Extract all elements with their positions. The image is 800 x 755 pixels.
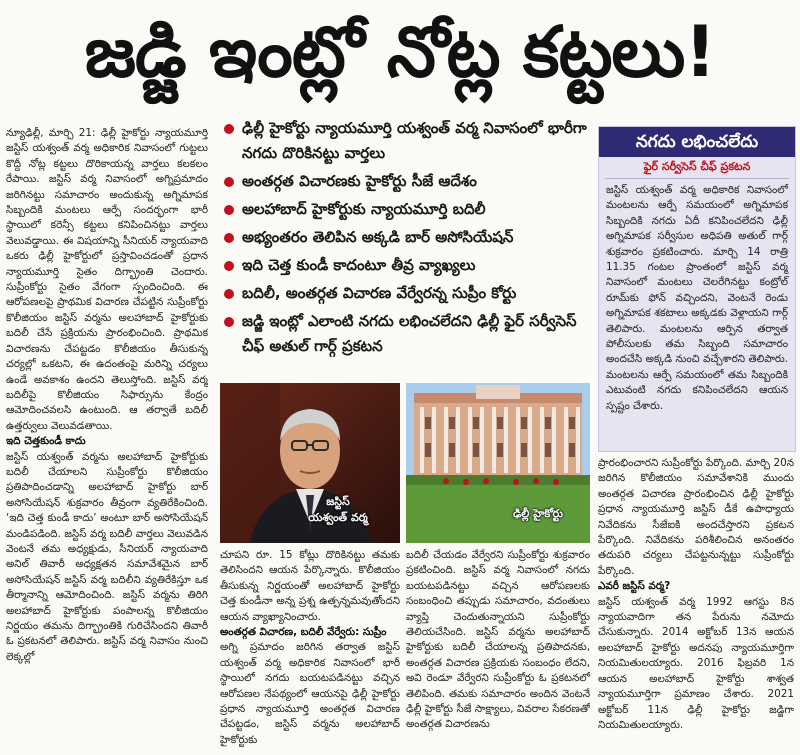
column-2	[220, 548, 400, 752]
headline: జడ్జి ఇంట్లో నోట్ల కట్టలు!	[84, 10, 716, 93]
column-1-subhead: ఇది చెత్తకుండీ కాదు	[6, 435, 86, 448]
bullet-dot-icon	[224, 233, 234, 243]
column-4-paragraph: ప్రారంభించారని సుప్రీంకోర్టు పేర్కొంది. మార్చి 20న జరిగిన కొలీజియం సమావేశానికి ముందు అంతర్గత విచారణ ప్రారంభించిన ఢిల్లీ హైకోర్టు ప్రధాన న్యాయమూర్తి జస్టిస్ డీకే ఉపాధ్యాయ నివేదికను సీజేఐకి అందచేస్తారని ప్రకటన పేర్కొంది. నివేదికను పరిశీలించిన అనంతరం తదుపరి చర్యలు చేపట్టనున్నట్టు సుప్రీంకోర్టు పేర్కొంది.	[598, 457, 794, 577]
court-photo	[406, 383, 590, 543]
highlight-text: ఢిల్లీ హైకోర్టు న్యాయమూర్తి యశ్వంత్ వర్మ నివాసంలో భారీగా నగదు దొరికినట్టు వార్తలు	[242, 119, 587, 162]
column-1	[6, 126, 208, 752]
highlight-item	[220, 197, 590, 222]
highlight-text: అంతర్గత విచారణకు హైకోర్టు సీజే ఆదేశం	[242, 172, 477, 190]
bullet-dot-icon	[224, 261, 234, 271]
judge-caption-line-2: యశ్వంత్ వర్మ	[308, 511, 368, 524]
highlight-text: ఇది చెత్త కుండీ కాదంటూ తీవ్ర వ్యాఖ్యలు	[242, 256, 476, 274]
bullet-dot-icon	[224, 124, 234, 134]
column-1-paragraph: న్యూఢిల్లీ, మార్చి 21: ఢిల్లీ హైకోర్టు న్యాయమూర్తి జస్టిస్ యశ్వంత్ వర్మ అధికారిక నివాసంలో గుట్టలు కొద్దీ నోట్ల కట్టలు దొరికాయన్న వార్తలు కలకలం రేపాయి. జస్టిస్ వర్మ నివాసంలో అగ్నిప్రమాదం జరిగినట్టు సమాచారం అందుకున్న అగ్నిమాపక సిబ్బందికి మంటలు ఆర్పే సందర్భంగా భారీ స్థాయిలో కరెన్సీ కట్టలు కనిపించినట్టు వార్తలు వెలువడ్డాయి. ఈ విషయాన్ని సీనియర్ న్యాయవాది ఒకరు ఢిల్లీ హైకోర్టులో ప్రస్తావించడంతో ప్రధాన న్యాయమూర్తి సైతం దిగ్భ్రాంతి చెందారు. సుప్రీంకోర్టు సైతం వేగంగా స్పందించింది. ఈ ఆరోపణలపై ప్రాథమిక విచారణ చేపట్టిన సుప్రీంకోర్టు కొలీజియం జస్టిస్ వర్మను అలహాబాద్ హైకోర్టుకు బదిలీ చేసే ప్రక్రియను ప్రారంభించింది. ప్రాథమిక విచారణను చేపట్టడం కొలీజియం తీసుకున్న చర్యల్లో ఒకటని, ఈ ఉదంతంపై మరిన్ని చర్యలు ఉండే అవకాశం ఉందని తెలుస్తోంది. జస్టిస్ వర్మ బదిలీపై కొలీజియం సిఫార్సును కేంద్రం ఆమోదించవలసి ఉంటుంది. ఆ తర్వాతే బదిలీ ఉత్తర్వులు వెలువడతాయి.	[6, 127, 208, 432]
bullet-dot-icon	[224, 205, 234, 215]
column-3	[406, 548, 590, 752]
court-photo-caption: ఢిల్లీ హైకోర్టు	[513, 507, 563, 520]
sidebar-box-subtitle: ఫైర్ సర్వీసెస్ చీఫ్ ప్రకటన	[605, 157, 789, 179]
column-4-subhead: ఎవరీ జస్టిస్ వర్మ?	[598, 580, 671, 593]
sidebar-box	[598, 126, 796, 452]
judge-caption-line-1: జస్టిస్	[326, 495, 350, 508]
column-1-paragraph-2: జస్టిస్ యశ్వంత్ వర్మను అలహాబాద్ హైకోర్టుకు బదిలీ చేయాలని సుప్రీంకోర్టు కొలీజియం ప్రతిపాదించడాన్ని అలహాబాద్ హైకోర్టు బార్ అసోసియేషన్ శుక్రవారం తీవ్రంగా వ్యతిరేకించింది. ‘ఇది చెత్త కుండీ కాదు’ అంటూ బార్ అసోసియేషన్ మండిపడింది. జస్టిస్ వర్మ బదిలీ వార్తలు వెలువడిన వెంటనే తమ అధ్యక్షుడు, సీనియర్ న్యాయవాది అనిల్ తివారీ అధ్యక్షతన సమావేశమైన బార్ అసోసియేషన్ జస్టిస్ వర్మ బదిలీని వ్యతిరేకిస్తూ ఒక తీర్మానాన్ని ఆమోదించింది. జస్టిస్ వర్మను తిరిగి అలహాబాద్ హైకోర్టుకు పంపాలన్న కొలీజియం నిర్ణయం తమను దిగ్భ్రాంతికి గురిచేసిందని తివారీ ఓ ప్రకటనలో తెలిపారు. జస్టిస్ వర్మ నివాసం నుంచి లెక్కల్లో	[6, 450, 208, 663]
column-3-paragraph: బదిలీ చేయడం వేర్వేరని సుప్రీంకోర్టు శుక్రవారం ప్రకటించింది. జస్టిస్ వర్మ నివాసంలో నగదు బయటపడినట్టు వచ్చిన ఆరోపణలకు సంబంధించి తప్పుడు సమాచారం, వదంతులు వ్యాప్తి చెందుతున్నాయని సుప్రీంకోర్టు తెలియచేసింది. జస్టిస్ వర్మను అలహాబాద్ హైకోర్టుకు బదిలీ చేయాలన్న ప్రతిపాదనకు, అంతర్గత విచారణ ప్రక్రియకు సంబంధం లేదని, అవి రెండూ వేర్వేరని సుప్రీంకోర్టు ఓ ప్రకటనలో తెలిపింది. తమకు సమాచారం అందిన వెంటనే ఢిల్లీ హైకోర్టు సీజే సాక్ష్యాలు, వివరాల సేకరణతో అంతర్గత విచారణను	[406, 549, 590, 731]
highlight-item	[220, 116, 590, 166]
column-2-subhead: అంతర్గత విచారణ, బదిలీ వేర్వేరు: సుప్రీం	[220, 626, 387, 639]
highlight-item	[220, 253, 590, 278]
bullet-dot-icon	[224, 317, 234, 327]
highlight-item	[220, 281, 590, 306]
column-4-paragraph-2: జస్టిస్ యశ్వంత్ వర్మ 1992 ఆగస్టు 8న న్యాయవాదిగా తన పేరును నమోదు చేసుకున్నారు. 2014 అక్టోబర్ 13న ఆయన అలహాబాద్ హైకోర్టు అదనపు న్యాయమూర్తిగా నియమితులయ్యారు. 2016 ఫిబ్రవరి 1న ఆయన అలహాబాద్ హైకోర్టు శాశ్వత న్యాయమూర్తిగా ప్రమాణం చేశారు. 2021 అక్టోబర్ 11న ఢిల్లీ హైకోర్టు జడ్జిగా నియమితులయ్యారు.	[598, 595, 794, 731]
column-4	[598, 456, 794, 752]
highlight-item	[220, 309, 590, 359]
highlight-item	[220, 169, 590, 194]
highlights-list	[220, 116, 590, 378]
column-2-paragraph-2: అగ్ని ప్రమాదం జరిగిన తర్వాత జస్టిస్ యశ్వంత్ వర్మ అధికారిక నివాసంలో భారీ స్థాయిలో నగదు బయటపడినట్టు వచ్చిన ఆరోపణల నేపథ్యంలో ఆయనపై ఢిల్లీ హైకోర్టు ప్రధాన న్యాయమూర్తి అంతర్గత విచారణ చేపట్టడం, జస్టిస్ వర్మను అలహాబాద్ హైకోర్టుకు	[220, 641, 400, 746]
column-2-paragraph: చూపని రూ. 15 కోట్లు దొరికినట్టు తమకు తెలిసిందని ఆయన పేర్కొన్నారు. కొలీజియం తీసుకున్న నిర్ణయంతో అలహాబాద్ హైకోర్టు చెత్త కుండీనా అన్న ప్రశ్న ఉత్పన్నమవుతోందని ఆయన వ్యాఖ్యానించారు.	[220, 549, 400, 623]
sidebar-box-title: నగదు లభించలేదు	[599, 127, 795, 157]
bullet-dot-icon	[224, 289, 234, 299]
bullet-dot-icon	[224, 177, 234, 187]
highlight-text: అభ్యంతరం తెలిపిన అక్కడి బార్ అసోసియేషన్	[242, 228, 514, 246]
judge-photo	[220, 383, 400, 543]
highlight-item	[220, 225, 590, 250]
highlight-text: అలహాబాద్ హైకోర్టుకు న్యాయమూర్తి బదిలీ	[242, 200, 486, 218]
judge-photo-caption	[278, 495, 398, 527]
highlight-text: జడ్జి ఇంట్లో ఎలాంటి నగదు లభించలేదని ఢిల్లీ ఫైర్ సర్వీసెస్ చీఫ్ అతుల్ గార్గ్ ప్రకటన	[242, 312, 577, 355]
highlight-text: బదిలీ, అంతర్గత విచారణ వేర్వేరన్న సుప్రీం కోర్టు	[242, 284, 517, 302]
sidebar-box-body: జస్టిస్ యశ్వంత్ వర్మ అధికారిక నివాసంలో మంటలను ఆర్పే సమయంలో అగ్నిమాపక సిబ్బందికి నగదు ఏదీ కనిపించలేదని ఢిల్లీ అగ్నిమాపక సర్వీసుల అధిపతి అతుల్ గార్గ్ శుక్రవారం ప్రకటించారు. మార్చి 14 రాత్రి 11.35 గంటల ప్రాంతంలో జస్టిస్ వర్మ నివాసంలో మంటలు చెలరేగినట్టు కంట్రోల్ రూమ్‌కు ఫోన్ వచ్చిందని, వెంటనే రెండు అగ్నిమాపక శకటాలు అక్కడకు వెళ్లాయని గార్గ్ తెలిపారు. మంటలను ఆర్పిన తర్వాత పోలీసులకు తమ సిబ్బంది సమాచారం అందచేసి అక్కడి నుంచి వచ్చేశారని తెలిపారు. మంటలను ఆర్పే సమయంలో తమ సిబ్బందికి ఎటువంటి నగదు కనిపించలేదని ఆయన స్పష్టం చేశారు.	[606, 184, 788, 412]
